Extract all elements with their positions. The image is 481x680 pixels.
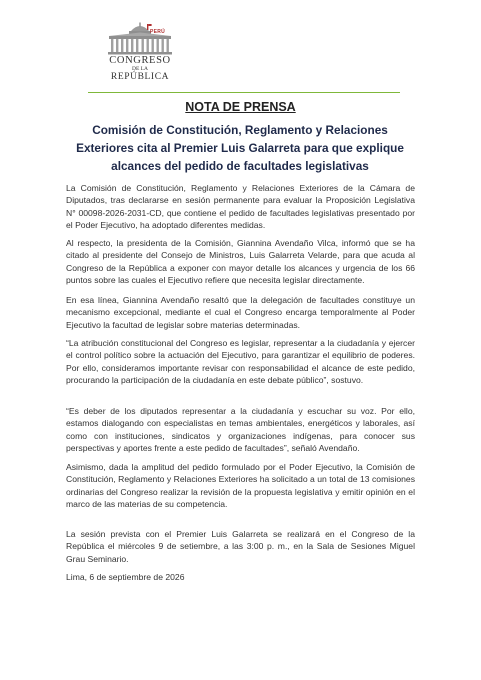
congress-logo: [103, 22, 183, 88]
paragraph-delegation: En esa línea, Giannina Avendaño resaltó que la delegación de facultades constituye un mecanismo excepcional, mediante el cual el Congreso encarga temporalmente al Poder Ejecutivo la facultad de legislar sobre materias determinadas.: [66, 295, 415, 330]
logo-line-republica: REPÚBLICA: [110, 72, 170, 82]
paragraph-session: La sesión prevista con el Premier Luis Galarreta se realizará en el Congreso de la República el miércoles 9 de setiembre, a las 3:00 p. m., en la Sala de Sesiones Miguel Grau Seminario.: [66, 529, 415, 564]
headline: Comisión de Constitución, Reglamento y Relaciones Exteriores cita al Premier Luis Galarreta para que explique alcances del pedido de facultades legislativas: [76, 123, 404, 173]
paragraph-citation: Al respecto, la presidenta de la Comisión, Giannina Avendaño Vilca, informó que se ha citado al presidente del Consejo de Ministros, Luis Galarreta Velarde, para que acuda al Congreso de la República a exponer con mayor detalle los alcances y urgencia de los 66 puntos sobre las cuales el Ejecutivo refiere que necesita legislar directamente.: [66, 238, 415, 286]
paragraph-intro: La Comisión de Constitución, Reglamento y Relaciones Exteriores de la Cámara de Diputados, tras declararse en sesión permanente para evaluar la Proposición Legislativa N° 00098-2026-2031-CD, que contiene el pedido de facultades legislativas presentado por el Poder Ejecutivo, ha adoptado diferentes medidas.: [66, 183, 415, 231]
logo-line-de-la: DE LA: [131, 66, 149, 72]
paragraph-quote-1: “La atribución constitucional del Congreso es legislar, representar a la ciudadanía y ejercer el control político sobre la actuación del Ejecutivo, para garantizar el equilibrio de poderes. Por ello, consideramos importante revisar con responsabilidad el alcance de este pedido, procurando la participación de la ciudadanía en este debate público”, sostuvo.: [66, 338, 415, 386]
paragraph-commissions: Asimismo, dada la amplitud del pedido formulado por el Poder Ejecutivo, la Comisión de Constitución, Reglamento y Relaciones Exteriores ha solicitado a un total de 13 comisiones ordinarias del Congreso realizar la revisión de la propuesta legislativa y emitir opinión en el marco de las materias de su competencia.: [66, 462, 415, 510]
press-release-title: NOTA DE PRENSA: [185, 100, 296, 114]
logo-country-label: PERÚ: [150, 29, 166, 35]
dateline: Lima, 6 de septiembre de 2026: [66, 572, 185, 582]
paragraph-quote-2: “Es deber de los diputados representar a la ciudadanía y escuchar su voz. Por ello, estamos dialogando con especialistas en temas ambientales, energéticos y laborales, así como con instituciones, sindicatos y organizaciones indígenas, para conocer sus perspectivas y aportes frente a este pedido de facultades”, señaló Avendaño.: [66, 406, 415, 454]
congress-building-icon: [103, 22, 183, 56]
green-divider: [88, 92, 400, 93]
logo-line-congreso: CONGRESO: [109, 55, 171, 66]
